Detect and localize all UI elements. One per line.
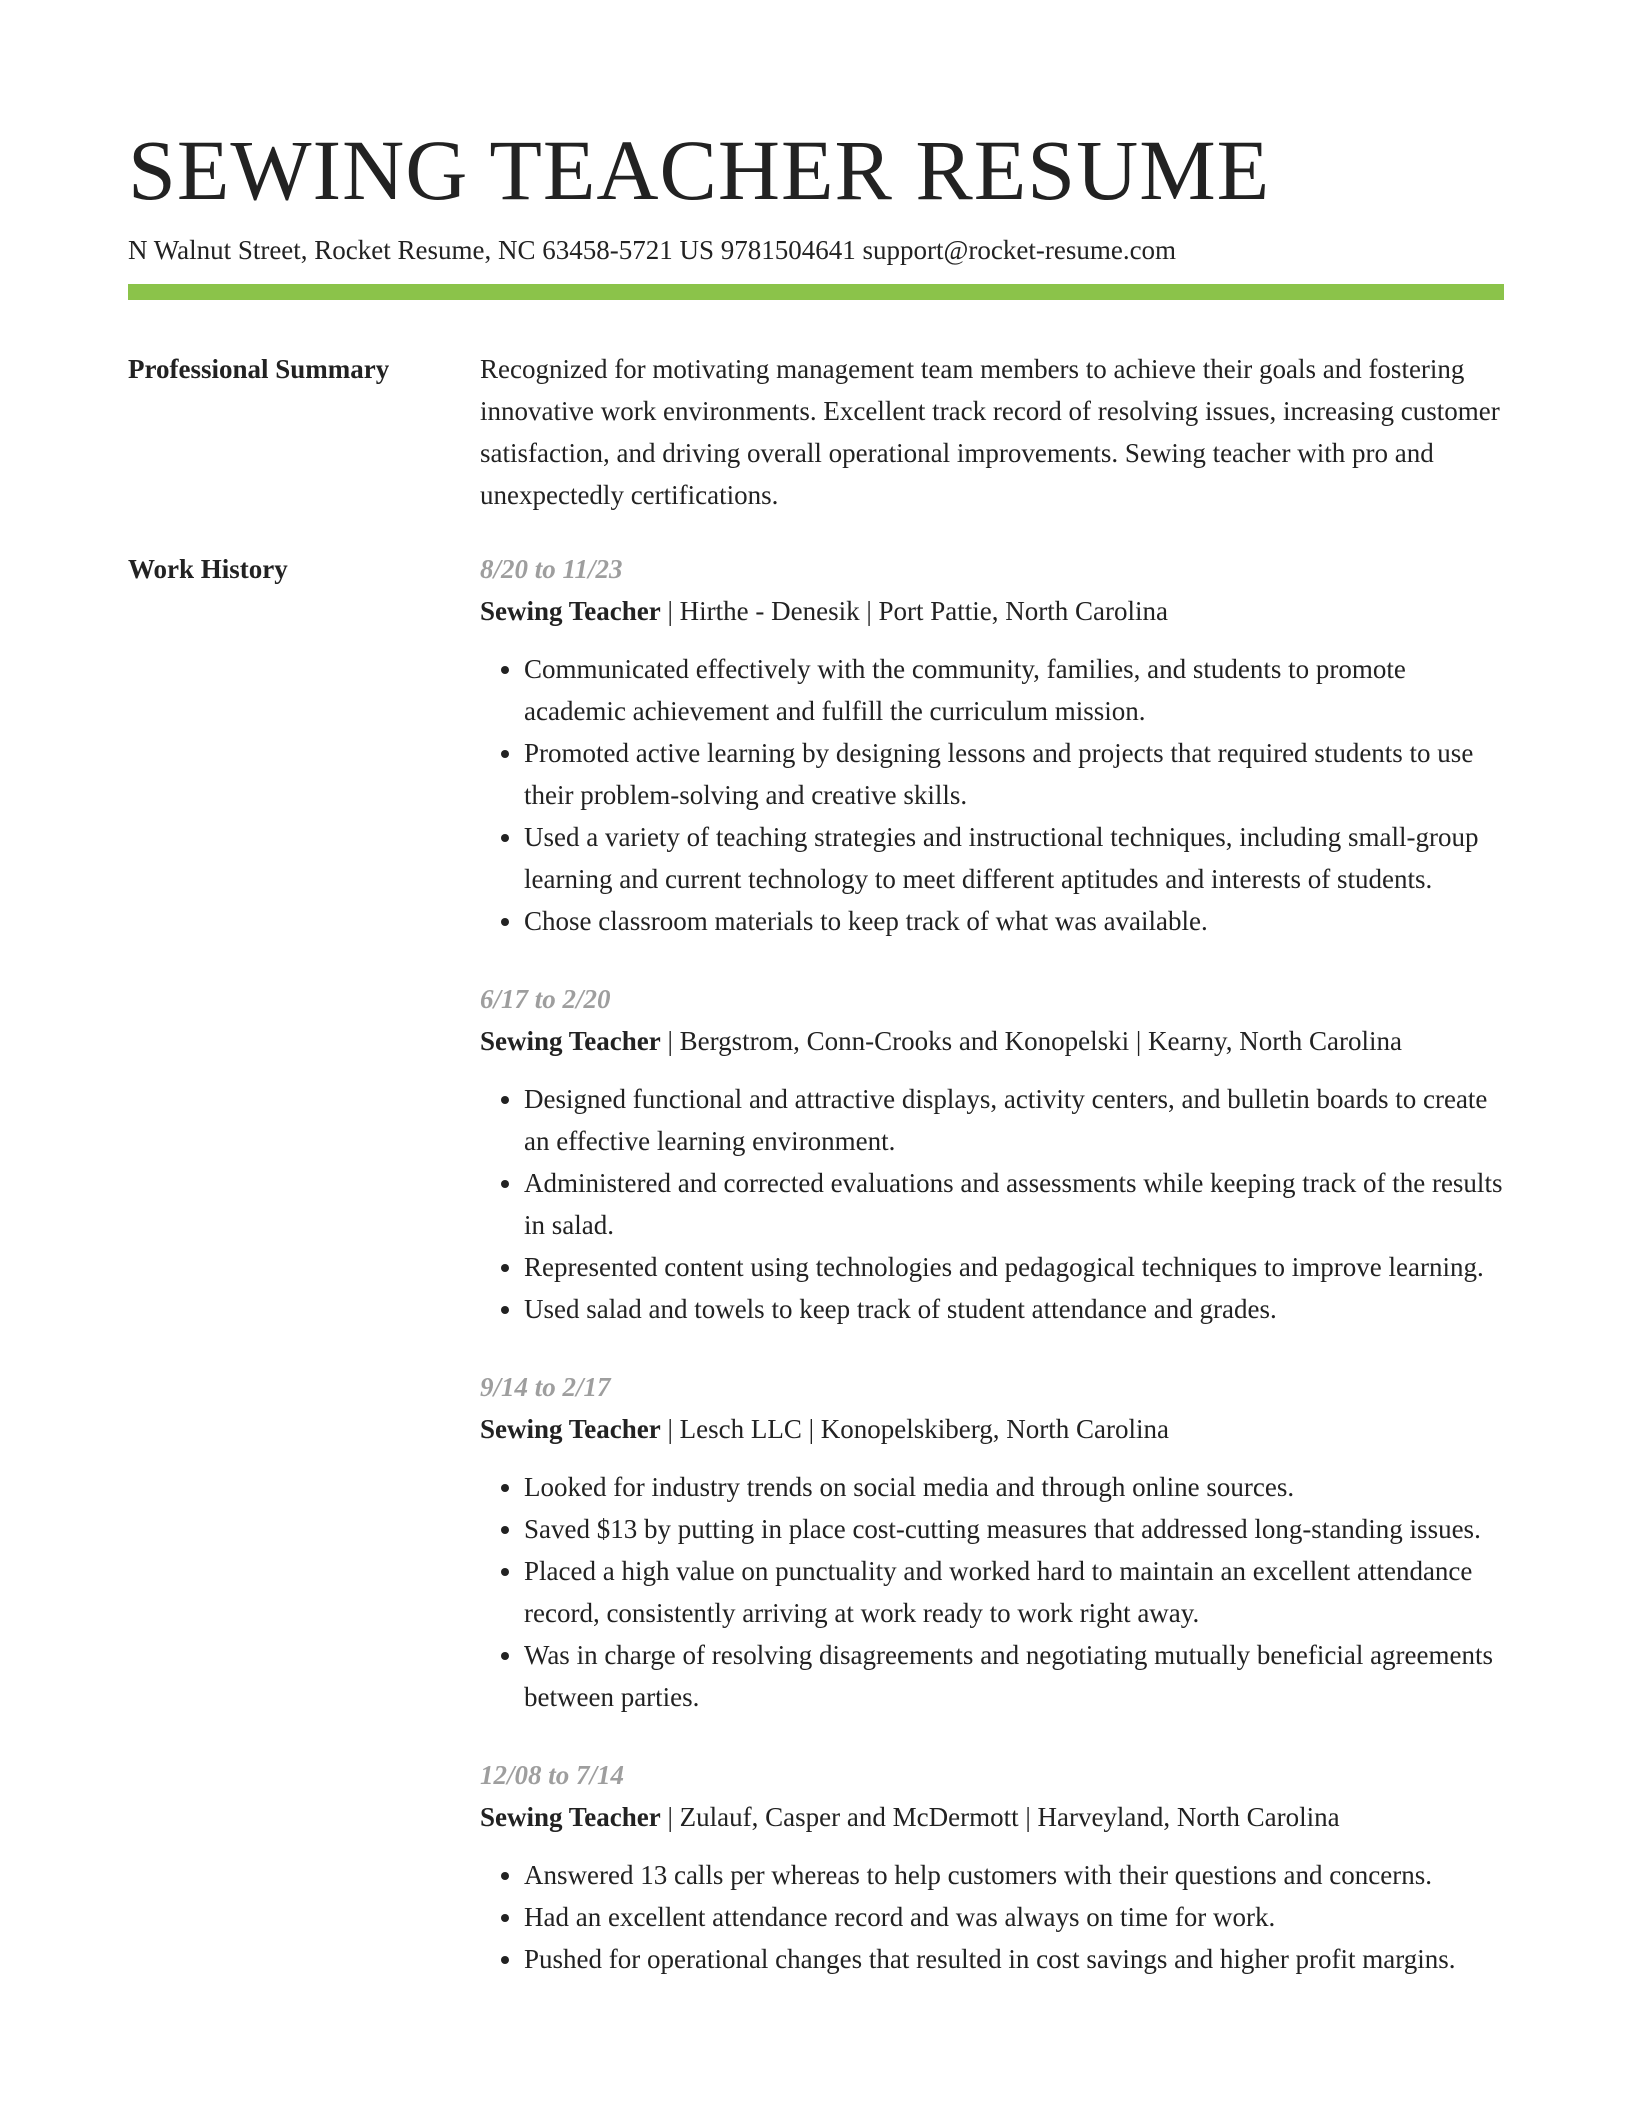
job-bullet: • Designed functional and attractive displays, activity centers, and bulletin boards to create an effective learning environment. [524, 1078, 1504, 1162]
job-bullet: • Pushed for operational changes that resulted in cost savings and higher profit margins. [524, 1938, 1504, 1980]
work-history-section [128, 548, 1504, 2016]
job-dates: 12/08 to 7/14 [480, 1760, 625, 1790]
resume-page [128, 120, 1504, 2016]
job-dates: 8/20 to 11/23 [480, 554, 623, 584]
work-history-list [480, 548, 1504, 2016]
job-bullet: • Represented content using technologies and pedagogical techniques to improve learning. [524, 1246, 1504, 1288]
job-details: | Lesch LLC | Konopelskiberg, North Carolina [660, 1414, 1169, 1444]
job-entry [480, 1754, 1504, 1980]
job-heading [480, 1020, 1504, 1062]
job-bullets [480, 1078, 1504, 1330]
summary-heading: Professional Summary [128, 354, 390, 384]
job-bullet: • Used a variety of teaching strategies and instructional techniques, including small-group learning and current technology to meet different aptitudes and interests of students. [524, 816, 1504, 900]
job-heading [480, 590, 1504, 632]
job-bullets [480, 1854, 1504, 1980]
job-bullet: • Had an excellent attendance record and was always on time for work. [524, 1896, 1504, 1938]
job-entry [480, 1366, 1504, 1718]
job-bullet: • Chose classroom materials to keep track of what was available. [524, 900, 1504, 942]
work-history-heading: Work History [128, 554, 288, 584]
contact-email: support@rocket-resume.com [862, 235, 1177, 265]
job-bullet: • Answered 13 calls per whereas to help customers with their questions and concerns. [524, 1854, 1504, 1896]
job-bullet: • Used salad and towels to keep track of student attendance and grades. [524, 1288, 1504, 1330]
job-dates: 9/14 to 2/17 [480, 1372, 611, 1402]
job-bullet: • Administered and corrected evaluations and assessments while keeping track of the results in salad. [524, 1162, 1504, 1246]
job-entry [480, 978, 1504, 1330]
job-title: Sewing Teacher [480, 1414, 661, 1444]
job-heading [480, 1408, 1504, 1450]
job-bullet: • Placed a high value on punctuality and worked hard to maintain an excellent attendance record, consistently arriving at work ready to work right away. [524, 1550, 1504, 1634]
job-details: | Hirthe - Denesik | Port Pattie, North Carolina [660, 596, 1168, 626]
contact-address: N Walnut Street, Rocket Resume, NC 63458-5721 US [128, 235, 715, 265]
job-dates: 6/17 to 2/20 [480, 984, 611, 1014]
contact-phone: 9781504641 [720, 235, 856, 265]
job-bullet: • Was in charge of resolving disagreements and negotiating mutually beneficial agreements between parties. [524, 1634, 1504, 1718]
job-title: Sewing Teacher [480, 1802, 661, 1832]
job-bullet: • Saved $13 by putting in place cost-cutting measures that addressed long-standing issues. [524, 1508, 1504, 1550]
job-entry [480, 548, 1504, 942]
header-divider [128, 284, 1504, 300]
job-bullets [480, 1466, 1504, 1718]
job-title: Sewing Teacher [480, 596, 661, 626]
resume-title: SEWING TEACHER RESUME [128, 122, 1271, 218]
job-bullet: • Promoted active learning by designing lessons and projects that required students to use their problem-solving and creative skills. [524, 732, 1504, 816]
job-bullet: • Looked for industry trends on social media and through online sources. [524, 1466, 1504, 1508]
summary-text: Recognized for motivating management team members to achieve their goals and fostering innovative work environments. Excellent track record of resolving issues, increasing customer satisfaction, and driving overall operational improvements. Sewing teacher with pro and unexpectedly certifications. [480, 354, 1500, 510]
summary-section [128, 348, 1504, 516]
job-details: | Bergstrom, Conn-Crooks and Konopelski | Kearny, North Carolina [660, 1026, 1402, 1056]
job-heading [480, 1796, 1504, 1838]
job-title: Sewing Teacher [480, 1026, 661, 1056]
job-details: | Zulauf, Casper and McDermott | Harveyland, North Carolina [660, 1802, 1340, 1832]
job-bullet: • Communicated effectively with the community, families, and students to promote academic achievement and fulfill the curriculum mission. [524, 648, 1504, 732]
job-bullets [480, 648, 1504, 942]
contact-line [128, 232, 1504, 268]
